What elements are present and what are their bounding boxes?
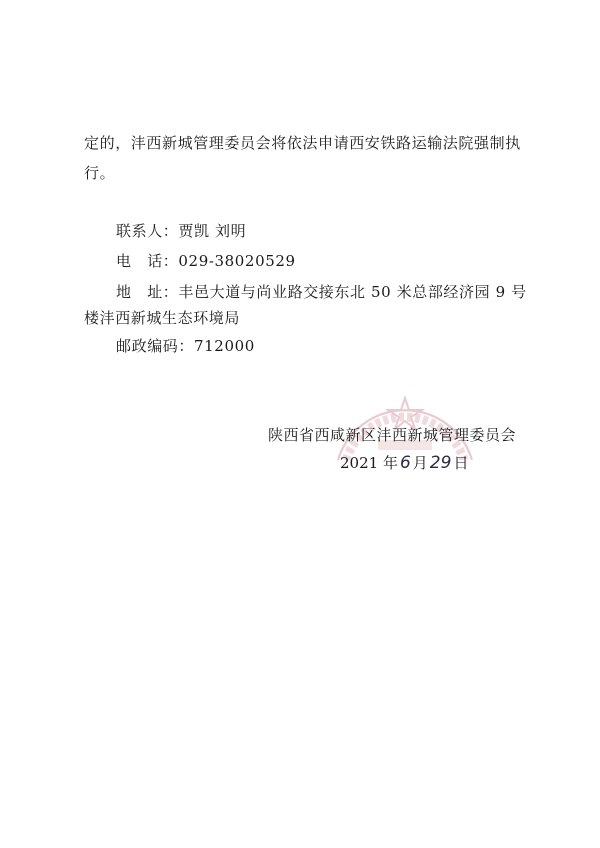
- contact-address-continued: 楼沣西新城生态环境局: [84, 309, 241, 327]
- body-line-2: 行。: [84, 164, 116, 182]
- official-seal-stamp: [330, 360, 480, 460]
- date-day-unit: 日: [453, 454, 469, 472]
- contact-phone: [116, 250, 296, 271]
- date-month-unit: 月: [412, 454, 428, 472]
- signature-date: [340, 452, 468, 473]
- issuing-organization: 陕西省西咸新区沣西新城管理委员会: [268, 426, 517, 444]
- contact-postcode-label: 邮政编码：: [116, 337, 195, 355]
- contact-person-label: 联系人：: [116, 222, 179, 240]
- contact-address: [116, 281, 527, 302]
- contact-person: [116, 220, 246, 241]
- date-year: 2021 年: [340, 454, 398, 472]
- contact-person-value: 贾凯 刘明: [178, 222, 247, 240]
- body-line-1: 定的，沣西新城管理委员会将依法申请西安铁路运输法院强制执: [84, 134, 521, 152]
- contact-postcode: [116, 335, 255, 356]
- date-month-handwritten: 6: [399, 453, 411, 473]
- contact-phone-value: 029-38020529: [178, 252, 296, 270]
- contact-address-value: 丰邑大道与尚业路交接东北 50 米总部经济园 9 号: [178, 283, 527, 301]
- contact-postcode-value: 712000: [194, 337, 255, 355]
- contact-phone-label: 电 话：: [116, 252, 179, 270]
- date-day-handwritten: 29: [429, 453, 452, 473]
- contact-address-label: 地 址：: [116, 283, 179, 301]
